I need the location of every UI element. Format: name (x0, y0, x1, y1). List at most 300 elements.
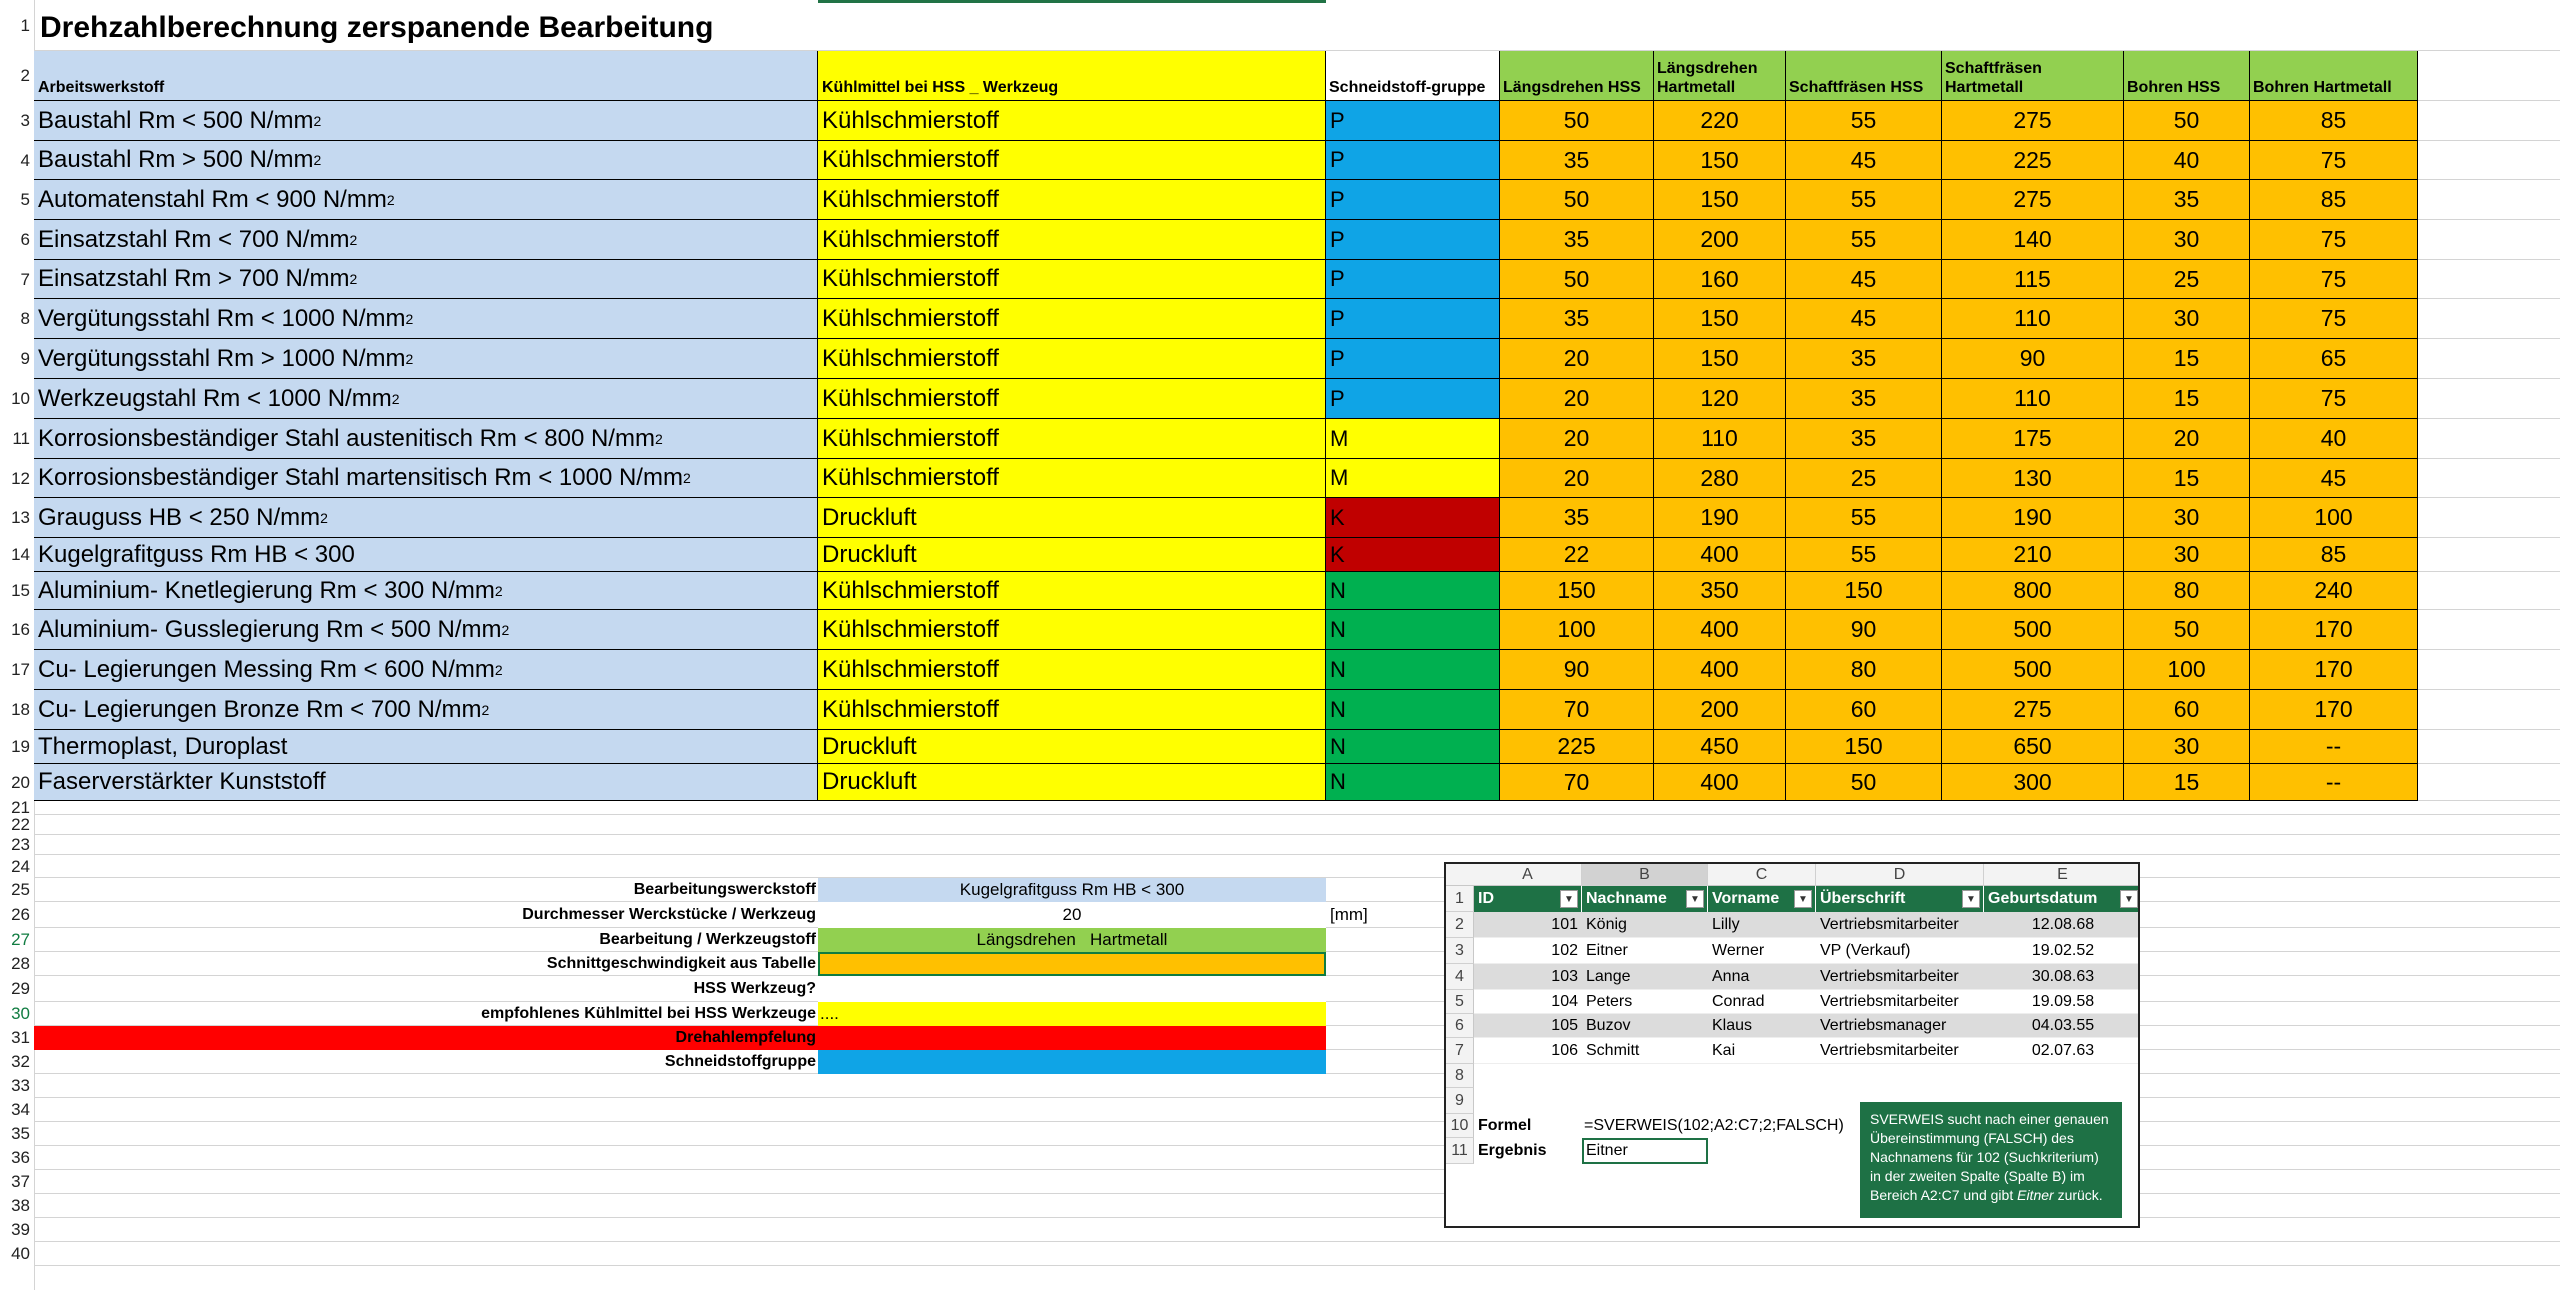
row-header[interactable]: 2 (20, 66, 30, 85)
value-schaftfraesen-hss[interactable]: 150 (1786, 730, 1942, 764)
value-schaftfraesen-hm[interactable]: 275 (1942, 180, 2124, 220)
value-laengsdrehen-hss[interactable]: 22 (1500, 538, 1654, 572)
filter-dropdown-icon[interactable]: ▼ (1794, 890, 1812, 908)
value-laengsdrehen-hm[interactable]: 280 (1654, 459, 1786, 498)
value-schaftfraesen-hm[interactable]: 275 (1942, 690, 2124, 730)
row-header[interactable]: 9 (20, 349, 30, 368)
label-hss-werkzeug: HSS Werkzeug? (693, 980, 816, 997)
value-bohren-hm[interactable]: 85 (2250, 180, 2418, 220)
value-schaftfraesen-hss[interactable]: 50 (1786, 764, 1942, 801)
example-data-cell[interactable]: Klaus (1708, 1014, 1816, 1038)
example-column-header[interactable]: C (1708, 864, 1816, 886)
coolant-cell[interactable]: Kühlschmierstoff (818, 419, 1326, 459)
value-schaftfraesen-hm[interactable]: 175 (1942, 419, 2124, 459)
value-schaftfraesen-hm[interactable]: 300 (1942, 764, 2124, 801)
value-schaftfraesen-hss[interactable]: 150 (1786, 572, 1942, 610)
value-schaftfraesen-hss[interactable]: 60 (1786, 690, 1942, 730)
value-bohren-hss[interactable]: 30 (2124, 730, 2250, 764)
group-cell[interactable]: K (1326, 498, 1500, 538)
value-laengsdrehen-hm[interactable]: 150 (1654, 339, 1786, 379)
row-header[interactable]: 5 (20, 190, 30, 209)
value-laengsdrehen-hm[interactable]: 190 (1654, 498, 1786, 538)
example-table-header[interactable] (1708, 886, 1816, 912)
example-column-header[interactable]: A (1474, 864, 1582, 886)
material-name: Vergütungsstahl Rm > 1000 N/mm (38, 344, 406, 372)
row-header[interactable]: 8 (20, 309, 30, 328)
group-cell[interactable]: N (1326, 610, 1500, 650)
example-data-cell[interactable]: 19.02.52 (1984, 938, 2140, 964)
value-bohren-hm[interactable]: -- (2250, 730, 2418, 764)
value-laengsdrehen-hss[interactable]: 50 (1500, 180, 1654, 220)
tooltip-text-end: zurück. (2053, 1186, 2103, 1203)
material-cell[interactable]: Werkzeugstahl Rm < 1000 N/mm 2 (34, 379, 818, 419)
value-bohren-hm[interactable]: 75 (2250, 379, 2418, 419)
value-laengsdrehen-hss[interactable]: 35 (1500, 299, 1654, 339)
row-header[interactable]: 29 (11, 979, 30, 998)
example-ergebnis-cell[interactable]: Eitner (1582, 1138, 1708, 1164)
header-schaftfraesen-hss[interactable]: Schaftfräsen HSS (1786, 51, 1942, 101)
value-bohren-hss[interactable]: 15 (2124, 339, 2250, 379)
value-schaftfraesen-hm[interactable]: 650 (1942, 730, 2124, 764)
value-schaftfraesen-hss[interactable]: 55 (1786, 498, 1942, 538)
row-header[interactable]: 36 (11, 1148, 30, 1167)
sverweis-example-image[interactable] (1444, 862, 2140, 1228)
row-header[interactable]: 17 (11, 660, 30, 679)
material-cell[interactable]: Korrosionsbeständiger Stahl austenitisch Rm < 800 N/mm 2 (34, 419, 818, 459)
value-bohren-hm[interactable]: 75 (2250, 141, 2418, 180)
material-cell[interactable]: Baustahl Rm < 500 N/mm 2 (34, 101, 818, 141)
header-group[interactable]: Schneidstoff-gruppe (1326, 51, 1500, 101)
row-header[interactable]: 14 (11, 545, 30, 564)
example-data-cell[interactable]: Lange (1582, 964, 1708, 990)
value-bohren-hm[interactable]: 75 (2250, 299, 2418, 339)
example-data-cell[interactable]: 12.08.68 (1984, 912, 2140, 938)
material-cell[interactable]: Automatenstahl Rm < 900 N/mm 2 (34, 180, 818, 220)
row-header[interactable]: 30 (11, 1004, 30, 1023)
group-cell[interactable]: P (1326, 379, 1500, 419)
row-header[interactable]: 4 (20, 150, 30, 170)
example-data-cell[interactable]: Vertriebsmanager (1816, 1014, 1984, 1038)
input-durchmesser[interactable]: 20 (818, 902, 1326, 928)
coolant-cell[interactable]: Kühlschmierstoff (818, 690, 1326, 730)
example-table-header[interactable] (1984, 886, 2140, 912)
header-laengsdrehen-hss[interactable]: Längsdrehen HSS (1500, 51, 1654, 101)
value-schaftfraesen-hss[interactable]: 55 (1786, 220, 1942, 260)
group-cell[interactable]: M (1326, 419, 1500, 459)
example-table-header[interactable] (1816, 886, 1984, 912)
coolant-cell[interactable]: Kühlschmierstoff (818, 101, 1326, 141)
value-bohren-hss[interactable]: 25 (2124, 260, 2250, 299)
material-cell[interactable] (34, 538, 818, 572)
form-labels (34, 878, 818, 1074)
value-schaftfraesen-hm[interactable]: 110 (1942, 299, 2124, 339)
row-header[interactable]: 34 (11, 1100, 30, 1119)
value-laengsdrehen-hm[interactable]: 160 (1654, 260, 1786, 299)
value-laengsdrehen-hm[interactable]: 400 (1654, 610, 1786, 650)
example-data-cell[interactable]: Vertriebsmitarbeiter (1816, 990, 1984, 1014)
row-header[interactable]: 20 (11, 772, 30, 792)
value-schaftfraesen-hss[interactable]: 55 (1786, 101, 1942, 141)
value-schaftfraesen-hm[interactable]: 275 (1942, 101, 2124, 141)
material-cell[interactable]: Baustahl Rm > 500 N/mm 2 (34, 141, 818, 180)
value-schaftfraesen-hss[interactable]: 80 (1786, 650, 1942, 690)
group-cell[interactable]: P (1326, 141, 1500, 180)
value-laengsdrehen-hm[interactable]: 400 (1654, 764, 1786, 801)
value-laengsdrehen-hss[interactable]: 70 (1500, 764, 1654, 801)
value-schaftfraesen-hss[interactable]: 25 (1786, 459, 1942, 498)
value-bohren-hm[interactable]: 100 (2250, 498, 2418, 538)
header-schaftfraesen-hm[interactable]: Schaftfräsen Hartmetall (1942, 51, 2124, 101)
value-bohren-hss[interactable]: 50 (2124, 101, 2250, 141)
material-name: Cu- Legierungen Messing Rm < 600 N/mm (38, 655, 495, 683)
row-header[interactable]: 35 (11, 1124, 30, 1143)
group-cell[interactable]: N (1326, 764, 1500, 801)
row-header[interactable]: 31 (11, 1028, 30, 1047)
value-bohren-hss[interactable]: 40 (2124, 141, 2250, 180)
value-laengsdrehen-hss[interactable]: 100 (1500, 610, 1654, 650)
material-cell[interactable]: Cu- Legierungen Bronze Rm < 700 N/mm 2 (34, 690, 818, 730)
example-table-header[interactable] (1474, 886, 1582, 912)
row-header[interactable]: 38 (11, 1196, 30, 1215)
example-data-cell[interactable]: 30.08.63 (1984, 964, 2140, 990)
example-data-cell[interactable]: Lilly (1708, 912, 1816, 938)
example-data-cell[interactable]: 106 (1474, 1038, 1582, 1064)
coolant-cell[interactable]: Kühlschmierstoff (818, 572, 1326, 610)
coolant-cell[interactable]: Druckluft (818, 764, 1326, 801)
example-data-cell[interactable]: Vertriebsmitarbeiter (1816, 1038, 1984, 1064)
row-header[interactable]: 6 (20, 230, 30, 249)
value-schaftfraesen-hss[interactable]: 45 (1786, 141, 1942, 180)
example-row-header[interactable]: 4 (1446, 964, 1474, 990)
value-schaftfraesen-hm[interactable]: 800 (1942, 572, 2124, 610)
row-header[interactable]: 24 (11, 856, 30, 876)
group-cell[interactable]: P (1326, 101, 1500, 141)
unit-mm: [mm] (1330, 905, 1368, 924)
group-cell[interactable]: P (1326, 180, 1500, 220)
filter-dropdown-icon[interactable]: ▼ (1686, 890, 1704, 908)
example-data-cell[interactable]: 102 (1474, 938, 1582, 964)
value-laengsdrehen-hm[interactable]: 400 (1654, 650, 1786, 690)
coolant-cell[interactable]: Kühlschmierstoff (818, 339, 1326, 379)
group-cell[interactable]: P (1326, 339, 1500, 379)
material-cell[interactable] (34, 730, 818, 764)
material-name: Automatenstahl Rm < 900 N/mm (38, 185, 387, 213)
material-cell[interactable]: Einsatzstahl Rm < 700 N/mm 2 (34, 220, 818, 260)
material-name: Cu- Legierungen Bronze Rm < 700 N/mm (38, 695, 482, 723)
example-data-cell[interactable]: Anna (1708, 964, 1816, 990)
row-header[interactable]: 23 (11, 835, 30, 854)
group-cell[interactable]: N (1326, 650, 1500, 690)
row-header[interactable]: 32 (11, 1052, 30, 1071)
row-header[interactable]: 19 (11, 737, 30, 756)
row-header[interactable]: 28 (11, 954, 30, 973)
group-cell[interactable]: N (1326, 730, 1500, 764)
value-bohren-hm[interactable]: 40 (2250, 419, 2418, 459)
input-bearbeitung[interactable]: Längsdrehen Hartmetall (818, 928, 1326, 952)
example-data-cell[interactable]: 103 (1474, 964, 1582, 990)
value-bohren-hm[interactable]: -- (2250, 764, 2418, 801)
group-cell[interactable]: N (1326, 690, 1500, 730)
row-header[interactable]: 3 (20, 111, 30, 130)
value-schaftfraesen-hm[interactable]: 130 (1942, 459, 2124, 498)
group-cell[interactable]: K (1326, 538, 1500, 572)
value-schaftfraesen-hm[interactable]: 190 (1942, 498, 2124, 538)
material-cell[interactable]: Aluminium- Knetlegierung Rm < 300 N/mm 2 (34, 572, 818, 610)
value-schaftfraesen-hm[interactable]: 225 (1942, 141, 2124, 180)
header-material[interactable]: Arbeitswerkstoff (34, 51, 818, 101)
example-row-header[interactable]: 3 (1446, 938, 1474, 964)
value-laengsdrehen-hm[interactable]: 150 (1654, 180, 1786, 220)
value-laengsdrehen-hss[interactable]: 20 (1500, 339, 1654, 379)
example-row-header[interactable]: 1 (1446, 886, 1474, 912)
value-laengsdrehen-hss[interactable]: 35 (1500, 498, 1654, 538)
example-data-cell[interactable]: Werner (1708, 938, 1816, 964)
value-bohren-hss[interactable]: 35 (2124, 180, 2250, 220)
coolant-cell[interactable]: Kühlschmierstoff (818, 299, 1326, 339)
value-laengsdrehen-hss[interactable]: 50 (1500, 260, 1654, 299)
value-laengsdrehen-hss[interactable]: 35 (1500, 220, 1654, 260)
value-bohren-hm[interactable]: 240 (2250, 572, 2418, 610)
value-laengsdrehen-hss[interactable]: 20 (1500, 419, 1654, 459)
header-bohren-hss[interactable]: Bohren HSS (2124, 51, 2250, 101)
value-bohren-hss[interactable]: 50 (2124, 610, 2250, 650)
value-laengsdrehen-hm[interactable]: 110 (1654, 419, 1786, 459)
label-kuehlmittel: empfohlenes Kühlmittel bei HSS Werkzeuge (481, 1005, 816, 1022)
material-cell[interactable]: Cu- Legierungen Messing Rm < 600 N/mm 2 (34, 650, 818, 690)
group-cell[interactable]: M (1326, 459, 1500, 498)
value-bohren-hss[interactable]: 80 (2124, 572, 2250, 610)
value-schaftfraesen-hss[interactable]: 45 (1786, 260, 1942, 299)
value-laengsdrehen-hss[interactable]: 35 (1500, 141, 1654, 180)
example-row-header[interactable]: 5 (1446, 990, 1474, 1014)
value-bohren-hss[interactable]: 15 (2124, 764, 2250, 801)
header-coolant[interactable]: Kühlmittel bei HSS _ Werkzeug (818, 51, 1326, 101)
sheet-title[interactable]: Drehzahlberechnung zerspanende Bearbeitung (40, 11, 714, 44)
row-header[interactable]: 15 (11, 581, 30, 600)
example-data-cell[interactable]: 101 (1474, 912, 1582, 938)
value-bohren-hss[interactable]: 20 (2124, 419, 2250, 459)
example-formel-text[interactable]: =SVERWEIS(102;A2:C7;2;FALSCH) (1584, 1117, 1844, 1134)
value-bohren-hm[interactable]: 75 (2250, 260, 2418, 299)
example-data-cell[interactable]: Schmitt (1582, 1038, 1708, 1064)
value-bohren-hss[interactable]: 30 (2124, 299, 2250, 339)
value-schaftfraesen-hm[interactable]: 115 (1942, 260, 2124, 299)
material-name: Faserverstärkter Kunststoff (38, 768, 326, 795)
value-bohren-hss[interactable]: 15 (2124, 379, 2250, 419)
row-gridline (34, 814, 2560, 815)
coolant-cell[interactable]: Druckluft (818, 498, 1326, 538)
value-bohren-hm[interactable]: 65 (2250, 339, 2418, 379)
example-data-cell[interactable]: 02.07.63 (1984, 1038, 2140, 1064)
row-header[interactable]: 21 (11, 798, 30, 817)
header-laengsdrehen-hm[interactable]: Längsdrehen Hartmetall (1654, 51, 1786, 101)
value-laengsdrehen-hm[interactable]: 200 (1654, 220, 1786, 260)
value-laengsdrehen-hss[interactable]: 50 (1500, 101, 1654, 141)
example-data-cell[interactable]: Vertriebsmitarbeiter (1816, 912, 1984, 938)
value-schaftfraesen-hm[interactable]: 140 (1942, 220, 2124, 260)
value-laengsdrehen-hm[interactable]: 400 (1654, 538, 1786, 572)
output-hss[interactable] (818, 976, 1326, 1002)
example-column-header[interactable]: D (1816, 864, 1984, 886)
input-werkstoff[interactable]: Kugelgrafitguss Rm HB < 300 (818, 878, 1326, 902)
group-cell[interactable]: P (1326, 260, 1500, 299)
example-data-cell[interactable]: Peters (1582, 990, 1708, 1014)
value-schaftfraesen-hm[interactable]: 90 (1942, 339, 2124, 379)
coolant-cell[interactable]: Kühlschmierstoff (818, 141, 1326, 180)
coolant-cell[interactable]: Kühlschmierstoff (818, 650, 1326, 690)
example-data-cell[interactable]: 19.09.58 (1984, 990, 2140, 1014)
material-name: Korrosionsbeständiger Stahl martensitisch Rm < 1000 N/mm (38, 464, 683, 491)
material-cell[interactable]: Grauguss HB < 250 N/mm 2 (34, 498, 818, 538)
value-laengsdrehen-hss[interactable]: 70 (1500, 690, 1654, 730)
coolant-cell[interactable]: Druckluft (818, 538, 1326, 572)
example-table-header[interactable] (1582, 886, 1708, 912)
filter-dropdown-icon[interactable]: ▼ (1560, 890, 1578, 908)
material-name: Baustahl Rm > 500 N/mm (38, 146, 314, 173)
material-cell[interactable]: Aluminium- Gusslegierung Rm < 500 N/mm 2 (34, 610, 818, 650)
example-row-header[interactable]: 7 (1446, 1038, 1474, 1064)
material-cell[interactable]: Vergütungsstahl Rm < 1000 N/mm 2 (34, 299, 818, 339)
value-laengsdrehen-hm[interactable]: 200 (1654, 690, 1786, 730)
row-gridline (34, 1241, 2560, 1242)
row-header[interactable]: 25 (11, 880, 30, 899)
material-cell[interactable]: Vergütungsstahl Rm > 1000 N/mm 2 (34, 339, 818, 379)
value-schaftfraesen-hss[interactable]: 35 (1786, 379, 1942, 419)
value-bohren-hm[interactable]: 170 (2250, 610, 2418, 650)
example-row-header[interactable]: 2 (1446, 912, 1474, 938)
coolant-cell[interactable]: Kühlschmierstoff (818, 260, 1326, 299)
material-cell[interactable]: Korrosionsbeständiger Stahl martensitisch Rm < 1000 N/mm 2 (34, 459, 818, 498)
example-data-cell[interactable]: Kai (1708, 1038, 1816, 1064)
example-row-header[interactable]: 10 (1446, 1114, 1474, 1138)
header-bohren-hm[interactable]: Bohren Hartmetall (2250, 51, 2418, 101)
example-column-header[interactable]: B (1582, 864, 1708, 886)
row-header[interactable]: 16 (11, 620, 30, 639)
example-row-header[interactable]: 9 (1446, 1088, 1474, 1114)
value-bohren-hss[interactable]: 100 (2124, 650, 2250, 690)
output-schneidstoffgruppe[interactable] (818, 1050, 1326, 1074)
value-schaftfraesen-hss[interactable]: 55 (1786, 538, 1942, 572)
value-bohren-hm[interactable]: 45 (2250, 459, 2418, 498)
value-schaftfraesen-hm[interactable]: 110 (1942, 379, 2124, 419)
value-schaftfraesen-hss[interactable]: 90 (1786, 610, 1942, 650)
value-schaftfraesen-hss[interactable]: 35 (1786, 419, 1942, 459)
value-bohren-hm[interactable]: 85 (2250, 101, 2418, 141)
coolant-cell[interactable]: Kühlschmierstoff (818, 180, 1326, 220)
example-row-header[interactable]: 6 (1446, 1014, 1474, 1038)
value-laengsdrehen-hm[interactable]: 350 (1654, 572, 1786, 610)
value-bohren-hm[interactable]: 75 (2250, 220, 2418, 260)
row-header[interactable]: 11 (12, 429, 30, 448)
example-column-header[interactable]: E (1984, 864, 2140, 886)
row-header[interactable]: 1 (20, 15, 30, 35)
value-laengsdrehen-hm[interactable]: 150 (1654, 299, 1786, 339)
row-header[interactable]: 39 (11, 1220, 30, 1239)
value-laengsdrehen-hss[interactable]: 225 (1500, 730, 1654, 764)
example-header-label: Überschrift (1820, 890, 1906, 907)
row-header[interactable]: 27 (11, 930, 30, 949)
output-schnittgeschwindigkeit[interactable] (818, 952, 1326, 976)
row-gridline (34, 1121, 2560, 1122)
row-header[interactable]: 40 (11, 1244, 30, 1263)
value-bohren-hm[interactable]: 170 (2250, 690, 2418, 730)
value-laengsdrehen-hm[interactable]: 150 (1654, 141, 1786, 180)
row-header[interactable]: 26 (11, 905, 30, 924)
value-laengsdrehen-hm[interactable]: 120 (1654, 379, 1786, 419)
filter-dropdown-icon[interactable]: ▼ (2120, 890, 2138, 908)
value-schaftfraesen-hss[interactable]: 35 (1786, 339, 1942, 379)
row-header[interactable]: 12 (11, 468, 30, 488)
row-header[interactable]: 37 (11, 1172, 30, 1191)
row-header[interactable]: 33 (11, 1076, 30, 1095)
example-row-header[interactable]: 11 (1446, 1138, 1474, 1164)
group-cell[interactable]: P (1326, 220, 1500, 260)
value-laengsdrehen-hm[interactable]: 450 (1654, 730, 1786, 764)
value-bohren-hss[interactable]: 30 (2124, 538, 2250, 572)
material-name: Aluminium- Gusslegierung Rm < 500 N/mm (38, 615, 502, 643)
value-schaftfraesen-hm[interactable]: 210 (1942, 538, 2124, 572)
material-cell[interactable] (34, 764, 818, 801)
row-header[interactable]: 10 (11, 389, 30, 408)
coolant-cell[interactable]: Kühlschmierstoff (818, 610, 1326, 650)
value-laengsdrehen-hss[interactable]: 150 (1500, 572, 1654, 610)
row-header[interactable]: 13 (11, 508, 30, 527)
value-schaftfraesen-hss[interactable]: 55 (1786, 180, 1942, 220)
value-bohren-hss[interactable]: 30 (2124, 220, 2250, 260)
row-header[interactable]: 18 (11, 700, 30, 719)
group-cell[interactable]: N (1326, 572, 1500, 610)
value-schaftfraesen-hss[interactable]: 45 (1786, 299, 1942, 339)
output-drehzahl[interactable] (818, 1026, 1326, 1050)
value-bohren-hm[interactable]: 85 (2250, 538, 2418, 572)
example-data-cell[interactable]: Vertriebsmitarbeiter (1816, 964, 1984, 990)
value-schaftfraesen-hm[interactable]: 500 (1942, 610, 2124, 650)
value-bohren-hm[interactable]: 170 (2250, 650, 2418, 690)
row-header[interactable]: 7 (20, 269, 30, 289)
value-schaftfraesen-hm[interactable]: 500 (1942, 650, 2124, 690)
output-kuehlmittel[interactable]: .... (818, 1002, 1326, 1026)
value-laengsdrehen-hss[interactable]: 90 (1500, 650, 1654, 690)
value-laengsdrehen-hss[interactable]: 20 (1500, 379, 1654, 419)
value-bohren-hss[interactable]: 30 (2124, 498, 2250, 538)
example-data-cell[interactable]: Buzov (1582, 1014, 1708, 1038)
value-laengsdrehen-hm[interactable]: 220 (1654, 101, 1786, 141)
coolant-cell[interactable]: Kühlschmierstoff (818, 379, 1326, 419)
example-data-cell[interactable]: Eitner (1582, 938, 1708, 964)
coolant-cell[interactable]: Druckluft (818, 730, 1326, 764)
column-header-accent (818, 0, 1326, 3)
value-bohren-hss[interactable]: 60 (2124, 690, 2250, 730)
row-gridline (34, 854, 2560, 855)
coolant-cell[interactable]: Kühlschmierstoff (818, 220, 1326, 260)
example-data-cell[interactable]: VP (Verkauf) (1816, 938, 1984, 964)
example-data-cell[interactable]: Conrad (1708, 990, 1816, 1014)
example-data-cell[interactable]: 105 (1474, 1014, 1582, 1038)
row-gridline (34, 1217, 2560, 1218)
value-laengsdrehen-hss[interactable]: 20 (1500, 459, 1654, 498)
row-header[interactable]: 22 (11, 815, 30, 834)
group-cell[interactable]: P (1326, 299, 1500, 339)
material-name: Vergütungsstahl Rm < 1000 N/mm (38, 304, 406, 332)
example-data-cell[interactable]: 04.03.55 (1984, 1014, 2140, 1038)
example-data-cell[interactable]: 104 (1474, 990, 1582, 1014)
example-row-header[interactable]: 8 (1446, 1064, 1474, 1088)
coolant-cell[interactable]: Kühlschmierstoff (818, 459, 1326, 498)
material-cell[interactable]: Einsatzstahl Rm > 700 N/mm 2 (34, 260, 818, 299)
example-data-cell[interactable]: König (1582, 912, 1708, 938)
filter-dropdown-icon[interactable]: ▼ (1962, 890, 1980, 908)
value-bohren-hss[interactable]: 15 (2124, 459, 2250, 498)
